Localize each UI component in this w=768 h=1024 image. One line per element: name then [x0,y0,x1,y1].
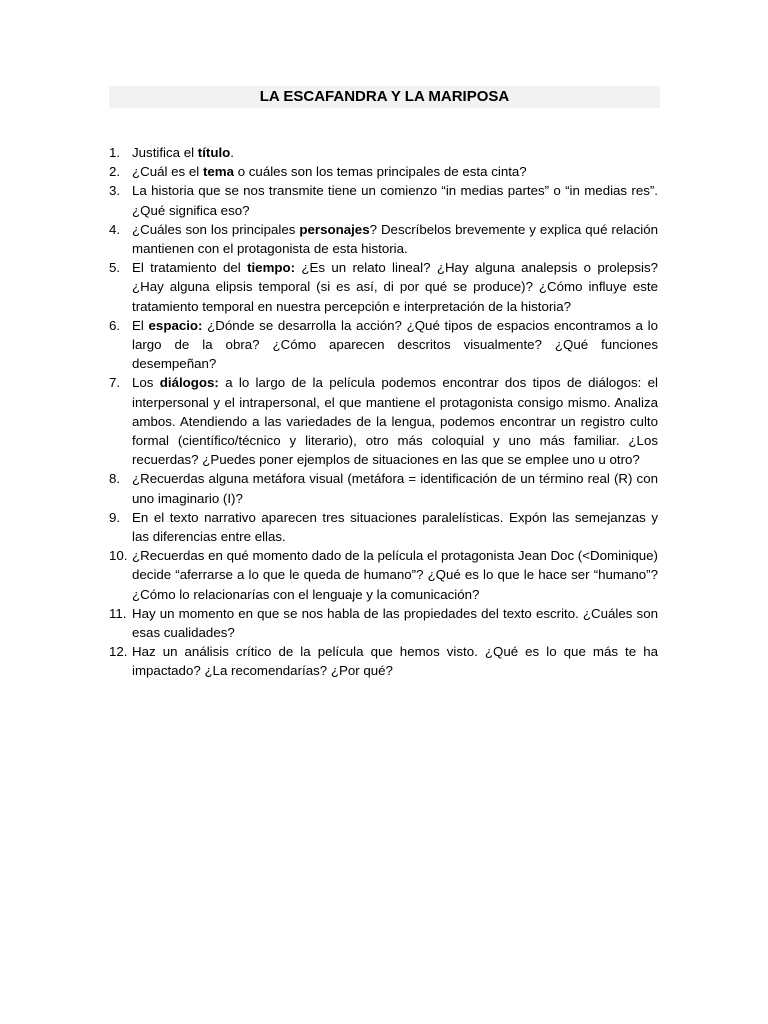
question-number: 10. [109,548,128,564]
question-item [109,143,658,162]
question-text [132,471,658,505]
question-number: 9. [109,509,121,525]
question-keyword: personajes [299,221,370,237]
question-text-run: ¿Recuerdas en qué momento dado de la película el protagonista Jean Doc (<Dominique) decide “aferrarse a lo que le queda de humano”? ¿Qué es lo que le hace ser “humano”? ¿Cómo lo relacionarías con el lenguaje y la comunicación? [132,548,658,602]
question-item [109,546,658,604]
question-text [132,145,234,160]
question-text-run: El [132,317,149,333]
question-text [132,606,658,640]
question-item [109,373,658,469]
question-text [132,644,658,678]
question-text [132,183,658,217]
question-keyword: espacio: [148,317,203,333]
question-text [132,260,658,313]
question-item [109,258,658,316]
question-number: 5. [109,260,121,276]
question-number: 8. [109,471,121,487]
question-text-run: En el texto narrativo aparecen tres situaciones paralelísticas. Expón las semejanzas y las diferencias entre ellas. [132,509,658,545]
question-item [109,220,658,258]
question-text [132,222,658,256]
question-text-run: a lo largo de la película podemos encontrar dos tipos de diálogos: el interpersonal y el intrapersonal, el que mantiene el protagonista consigo mismo. Analiza ambos. Atendiendo a las variedades de la lengua, podemos encontrar un registro culto formal (científico/técnico y literario), otro más coloquial y uno más familiar. ¿Los recuerdas? ¿Puedes poner ejemplos de situaciones en las que se emplee uno u otro? [132,375,659,468]
question-text-run: ? Descríbelos brevemente y explica qué relación mantienen con el protagonista de esta historia. [132,221,658,257]
document-title: LA ESCAFANDRA Y LA MARIPOSA [109,86,660,108]
question-keyword: tiempo: [247,260,296,276]
question-item [109,508,658,546]
question-text-run: ¿Dónde se desarrolla la acción? ¿Qué tipos de espacios encontramos a lo largo de la obra? ¿Cómo aparecen descritos visualmente? ¿Qué funciones desempeñan? [132,317,658,372]
question-text-run: El tratamiento del [132,260,248,276]
question-text [132,510,658,544]
question-text [132,164,527,179]
question-text-run: Haz un análisis crítico de la película que hemos visto. ¿Qué es lo que más te ha impactado? ¿La recomendarías? ¿Por qué? [132,644,658,679]
question-text-run: Los [132,375,160,391]
question-text-run: ¿Es un relato lineal? ¿Hay alguna analepsis o prolepsis? ¿Hay alguna elipsis temporal (si es así, di por qué se produce)? ¿Cómo influye este tratamiento temporal en nuestra percepción e interpretación de la historia? [132,260,659,314]
question-keyword: diálogos: [159,375,219,391]
question-item [109,181,658,219]
question-text-run: . [230,145,234,160]
question-number: 2. [109,164,121,180]
question-text-run: ¿Recuerdas alguna metáfora visual (metáfora = identificación de un término real (R) con uno imaginario (I)? [132,471,658,506]
question-item [109,316,658,374]
question-number: 1. [109,145,121,160]
question-number: 3. [109,183,121,199]
question-text-run: ¿Cuál es el [132,164,203,180]
question-text-run: Justifica el [132,145,198,160]
question-keyword: tema [202,164,234,180]
question-text [132,318,658,371]
question-number: 12. [109,644,128,660]
question-text-run: ¿Cuáles son los principales [132,221,300,237]
question-item [109,162,658,181]
question-number: 7. [109,375,121,391]
question-keyword: título [197,145,231,160]
question-text-run: La historia que se nos transmite tiene un comienzo “in medias partes” o “in medias res”. ¿Qué significa eso? [132,183,658,218]
question-text [132,548,658,601]
question-text [132,375,658,467]
question-list [109,143,658,681]
question-number: 6. [109,317,121,333]
question-item [109,642,658,680]
question-number: 4. [109,221,121,237]
question-text-run: o cuáles son los temas principales de esta cinta? [234,164,527,180]
question-item [109,604,658,642]
question-text-run: Hay un momento en que se nos habla de las propiedades del texto escrito. ¿Cuáles son esas cualidades? [132,605,658,641]
question-number: 11. [109,605,127,621]
question-item [109,469,658,507]
